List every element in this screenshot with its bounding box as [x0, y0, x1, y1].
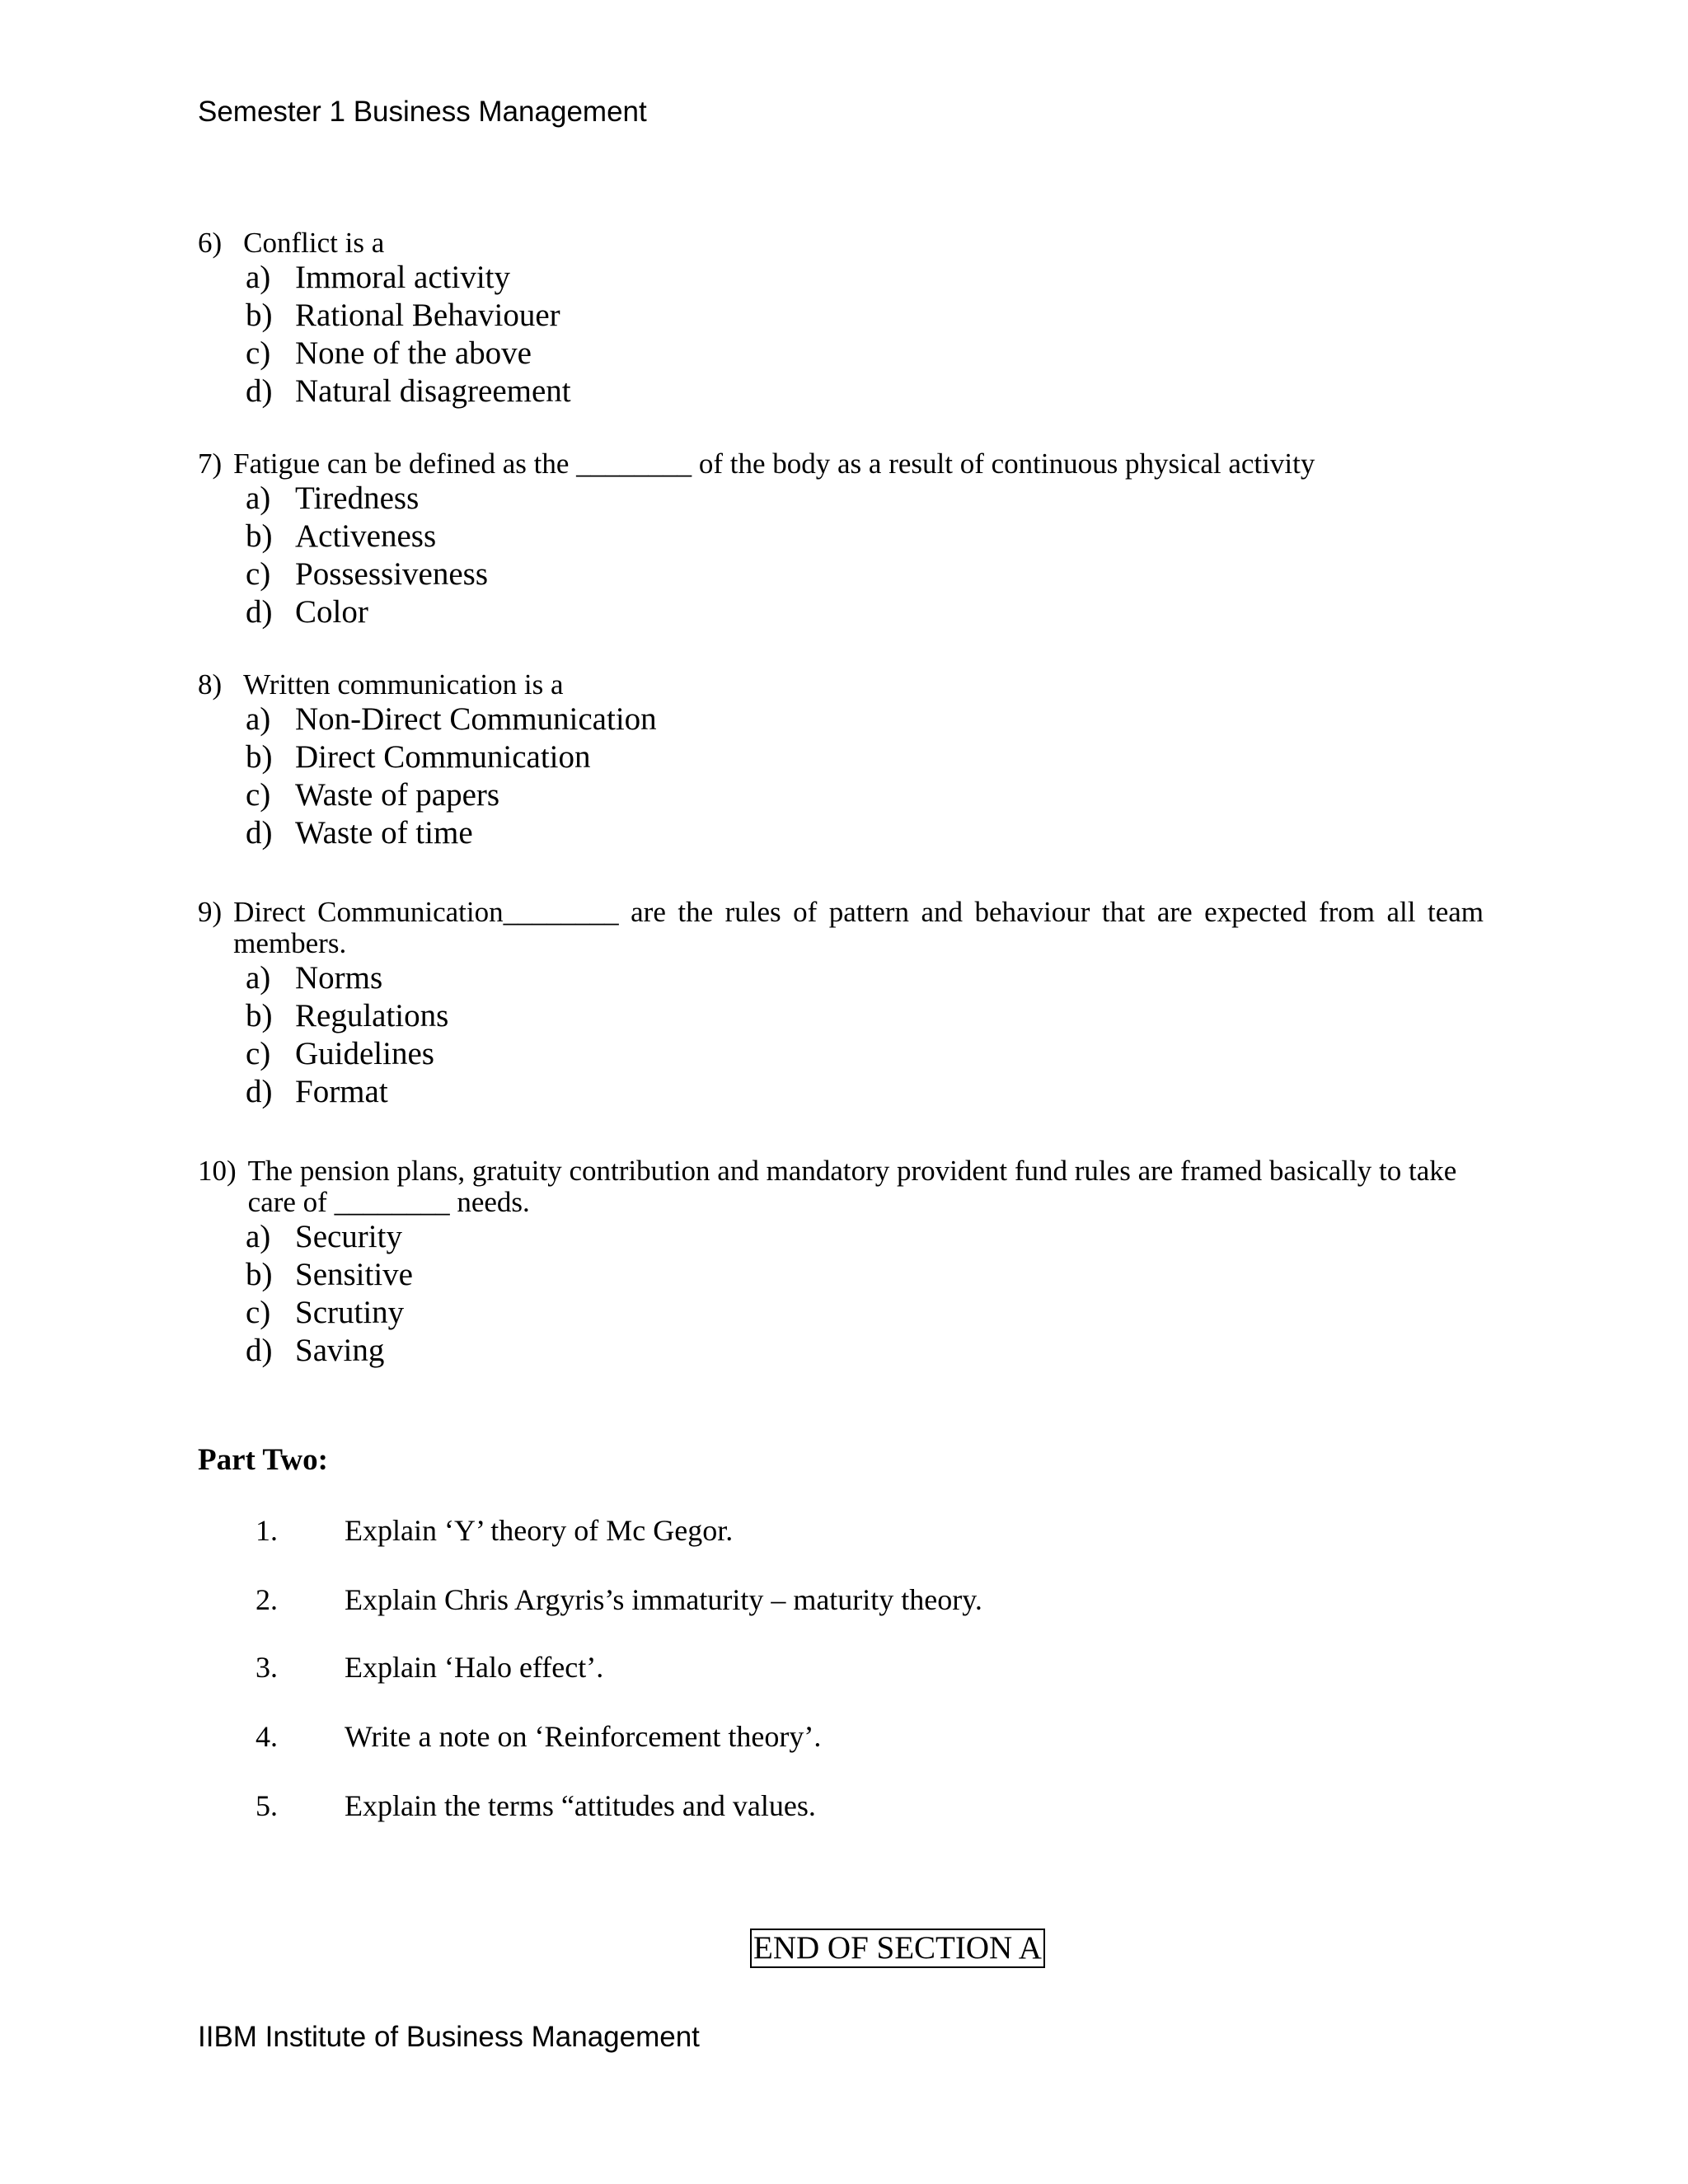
item-text: Explain the terms “attitudes and values. — [345, 1789, 816, 1822]
option-a — [246, 1218, 1484, 1256]
option-letter: c) — [246, 335, 271, 371]
option-text: Non-Direct Communication — [295, 701, 657, 737]
part-two-item-5 — [256, 1788, 816, 1823]
option-d — [246, 373, 1484, 410]
option-letter: a) — [246, 480, 271, 516]
part-two-item-3 — [256, 1650, 603, 1685]
option-letter: c) — [246, 556, 271, 592]
question-text: Fatigue can be defined as the ________ of the body as a result of continuous physical activity — [233, 448, 1315, 480]
option-d — [246, 593, 1484, 631]
question-number: 10) — [198, 1155, 237, 1187]
option-b — [246, 997, 1484, 1035]
option-letter: d) — [246, 373, 273, 409]
option-b — [246, 1256, 1484, 1294]
item-text: Explain Chris Argyris’s immaturity – maturity theory. — [345, 1583, 982, 1616]
item-number: 2. — [256, 1583, 278, 1616]
end-of-section-marker: END OF SECTION A — [750, 1929, 1045, 1968]
option-text: Sensitive — [295, 1257, 413, 1292]
option-letter: a) — [246, 960, 271, 996]
option-text: Waste of papers — [295, 777, 500, 813]
question-7 — [198, 448, 1484, 631]
option-c — [246, 555, 1484, 593]
option-letter: a) — [246, 1219, 271, 1254]
option-text: Direct Communication — [295, 739, 591, 775]
option-letter: b) — [246, 518, 273, 554]
option-text: Possessiveness — [295, 556, 489, 592]
option-a — [246, 480, 1484, 518]
item-number: 1. — [256, 1514, 278, 1547]
question-number: 8) — [198, 668, 223, 701]
option-letter: c) — [246, 1295, 271, 1330]
item-number: 4. — [256, 1720, 278, 1753]
option-d — [246, 814, 1484, 852]
page-header: Semester 1 Business Management — [198, 96, 647, 128]
option-text: Security — [295, 1219, 402, 1254]
option-letter: c) — [246, 777, 271, 813]
option-d — [246, 1332, 1484, 1370]
item-text: Explain ‘Halo effect’. — [345, 1651, 604, 1684]
option-text: Guidelines — [295, 1036, 434, 1071]
item-text: Write a note on ‘Reinforcement theory’. — [345, 1720, 822, 1753]
option-b — [246, 297, 1484, 335]
question-text: Direct Communication________ are the rules of pattern and behaviour that are expected from all team members. — [233, 896, 1484, 959]
question-6 — [198, 227, 1484, 410]
option-letter: d) — [246, 594, 273, 630]
option-c — [246, 335, 1484, 373]
option-letter: a) — [246, 701, 271, 737]
option-text: Color — [295, 594, 368, 630]
question-text: Conflict is a — [243, 227, 385, 259]
question-8 — [198, 669, 1484, 852]
option-letter: b) — [246, 739, 273, 775]
option-a — [246, 701, 1484, 738]
item-text: Explain ‘Y’ theory of Mc Gegor. — [345, 1514, 734, 1547]
option-text: Waste of time — [295, 815, 473, 851]
option-text: Immoral activity — [295, 260, 511, 295]
question-number: 6) — [198, 227, 223, 259]
options-list — [198, 480, 1484, 631]
option-text: Format — [295, 1074, 388, 1109]
question-number: 9) — [198, 896, 223, 928]
option-c — [246, 776, 1484, 814]
question-stem — [198, 897, 1484, 959]
question-text: Written communication is a — [243, 668, 564, 701]
option-d — [246, 1073, 1484, 1111]
question-stem — [198, 669, 1484, 701]
option-text: None of the above — [295, 335, 532, 371]
option-text: Norms — [295, 960, 383, 996]
question-text: The pension plans, gratuity contribution and mandatory provident fund rules are framed basically to take care of ________ needs. — [247, 1155, 1457, 1218]
option-a — [246, 259, 1484, 297]
question-stem — [198, 1155, 1484, 1218]
option-letter: a) — [246, 260, 271, 295]
option-a — [246, 959, 1484, 997]
option-letter: d) — [246, 1333, 273, 1368]
option-text: Tiredness — [295, 480, 420, 516]
option-text: Scrutiny — [295, 1295, 405, 1330]
question-stem — [198, 227, 1484, 259]
option-letter: c) — [246, 1036, 271, 1071]
part-two-heading: Part Two: — [198, 1443, 328, 1477]
option-c — [246, 1035, 1484, 1073]
question-number: 7) — [198, 448, 223, 480]
option-text: Saving — [295, 1333, 385, 1368]
option-letter: b) — [246, 1257, 273, 1292]
options-list — [198, 259, 1484, 410]
options-list — [198, 701, 1484, 852]
option-letter: d) — [246, 1074, 273, 1109]
option-text: Rational Behaviouer — [295, 298, 560, 333]
option-c — [246, 1294, 1484, 1332]
question-stem — [198, 448, 1484, 480]
options-list — [198, 1218, 1484, 1370]
page-footer: IIBM Institute of Business Management — [198, 2021, 700, 2053]
option-text: Regulations — [295, 998, 449, 1033]
option-text: Activeness — [295, 518, 437, 554]
question-9 — [198, 897, 1484, 1111]
part-two-item-4 — [256, 1719, 821, 1754]
item-number: 3. — [256, 1651, 278, 1684]
question-10 — [198, 1155, 1484, 1370]
option-letter: b) — [246, 998, 273, 1033]
item-number: 5. — [256, 1789, 278, 1822]
option-letter: b) — [246, 298, 273, 333]
options-list — [198, 959, 1484, 1111]
option-b — [246, 518, 1484, 555]
part-two-item-1 — [256, 1513, 733, 1548]
option-letter: d) — [246, 815, 273, 851]
part-two-item-2 — [256, 1582, 982, 1617]
option-text: Natural disagreement — [295, 373, 571, 409]
option-b — [246, 738, 1484, 776]
